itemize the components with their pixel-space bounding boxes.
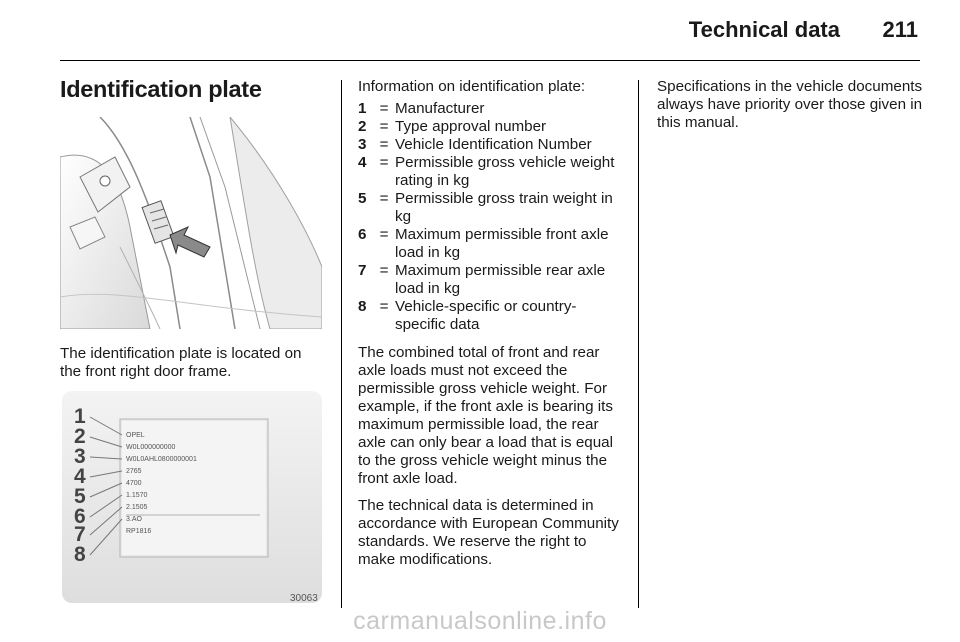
list-item: 5 = Permissible gross train weight in kg	[358, 190, 613, 225]
plate-callout-1: 1	[74, 405, 86, 428]
plate-callout-8: 8	[74, 543, 86, 566]
plate-line-7: 2.1505	[126, 504, 148, 511]
page-number: 211	[882, 17, 918, 42]
column-divider-2	[638, 80, 639, 608]
list-item: 2 = Type approval number	[358, 118, 547, 135]
standards-paragraph: The technical data is determined in accordance with European Community standards. We reserve the right to make modifications.	[358, 497, 619, 568]
list-item: 1 = Manufacturer	[358, 100, 485, 117]
list-item: 3 = Vehicle Identification Number	[358, 136, 592, 153]
priority-paragraph: Specifications in the vehicle documents always have priority over those given in this manual.	[657, 78, 923, 131]
plate-callout-7: 7	[74, 523, 86, 546]
list-item: 7 = Maximum permissible rear axle load in kg	[358, 262, 606, 297]
plate-callout-4: 4	[74, 465, 86, 488]
plate-line-2: W0L000000000	[126, 444, 176, 451]
middle-column	[358, 78, 626, 578]
plate-callout-6: 6	[74, 505, 86, 528]
plate-callout-3: 3	[74, 445, 86, 468]
list-item: 8 = Vehicle-specific or country-specific data	[358, 298, 577, 333]
plate-line-9: RP1816	[126, 528, 152, 535]
plate-line-4: 2765	[126, 468, 142, 475]
plate-line-3: W0L0AHL0800000001	[126, 456, 197, 463]
list-intro: Information on identification plate:	[358, 78, 586, 95]
identification-list	[358, 100, 626, 334]
header-title: Technical data	[688, 17, 840, 42]
plate-line-6: 1.1570	[126, 492, 148, 499]
plate-line-5: 4700	[126, 480, 142, 487]
plate-callout-2: 2	[74, 425, 86, 448]
header-rule	[60, 60, 920, 61]
list-item: 6 = Maximum permissible front axle load in kg	[358, 226, 609, 261]
plate-line-8: 3.AO	[126, 516, 142, 523]
section-heading: Identification plate	[60, 76, 262, 102]
plate-callout-5: 5	[74, 485, 86, 508]
watermark: carmanualsonline.info	[353, 607, 607, 635]
door-frame-illustration	[60, 117, 322, 329]
identification-plate-illustration	[60, 389, 324, 609]
location-paragraph: The identification plate is located on the front right door frame.	[60, 345, 302, 380]
column-divider-1	[341, 80, 342, 608]
left-column	[60, 76, 324, 609]
figure-code: 30063	[290, 593, 318, 604]
right-column	[657, 78, 927, 132]
axle-load-paragraph: The combined total of front and rear axle loads must not exceed the permissible gross vehicle weight. For example, if the front axle is bearing its maximum permissible load, the rear axle can only bear a load that is equal to the gross vehicle weight minus the front axle load.	[358, 344, 613, 487]
plate-line-1: OPEL	[126, 432, 145, 439]
list-item: 4 = Permissible gross vehicle weight rating in kg	[358, 154, 615, 189]
